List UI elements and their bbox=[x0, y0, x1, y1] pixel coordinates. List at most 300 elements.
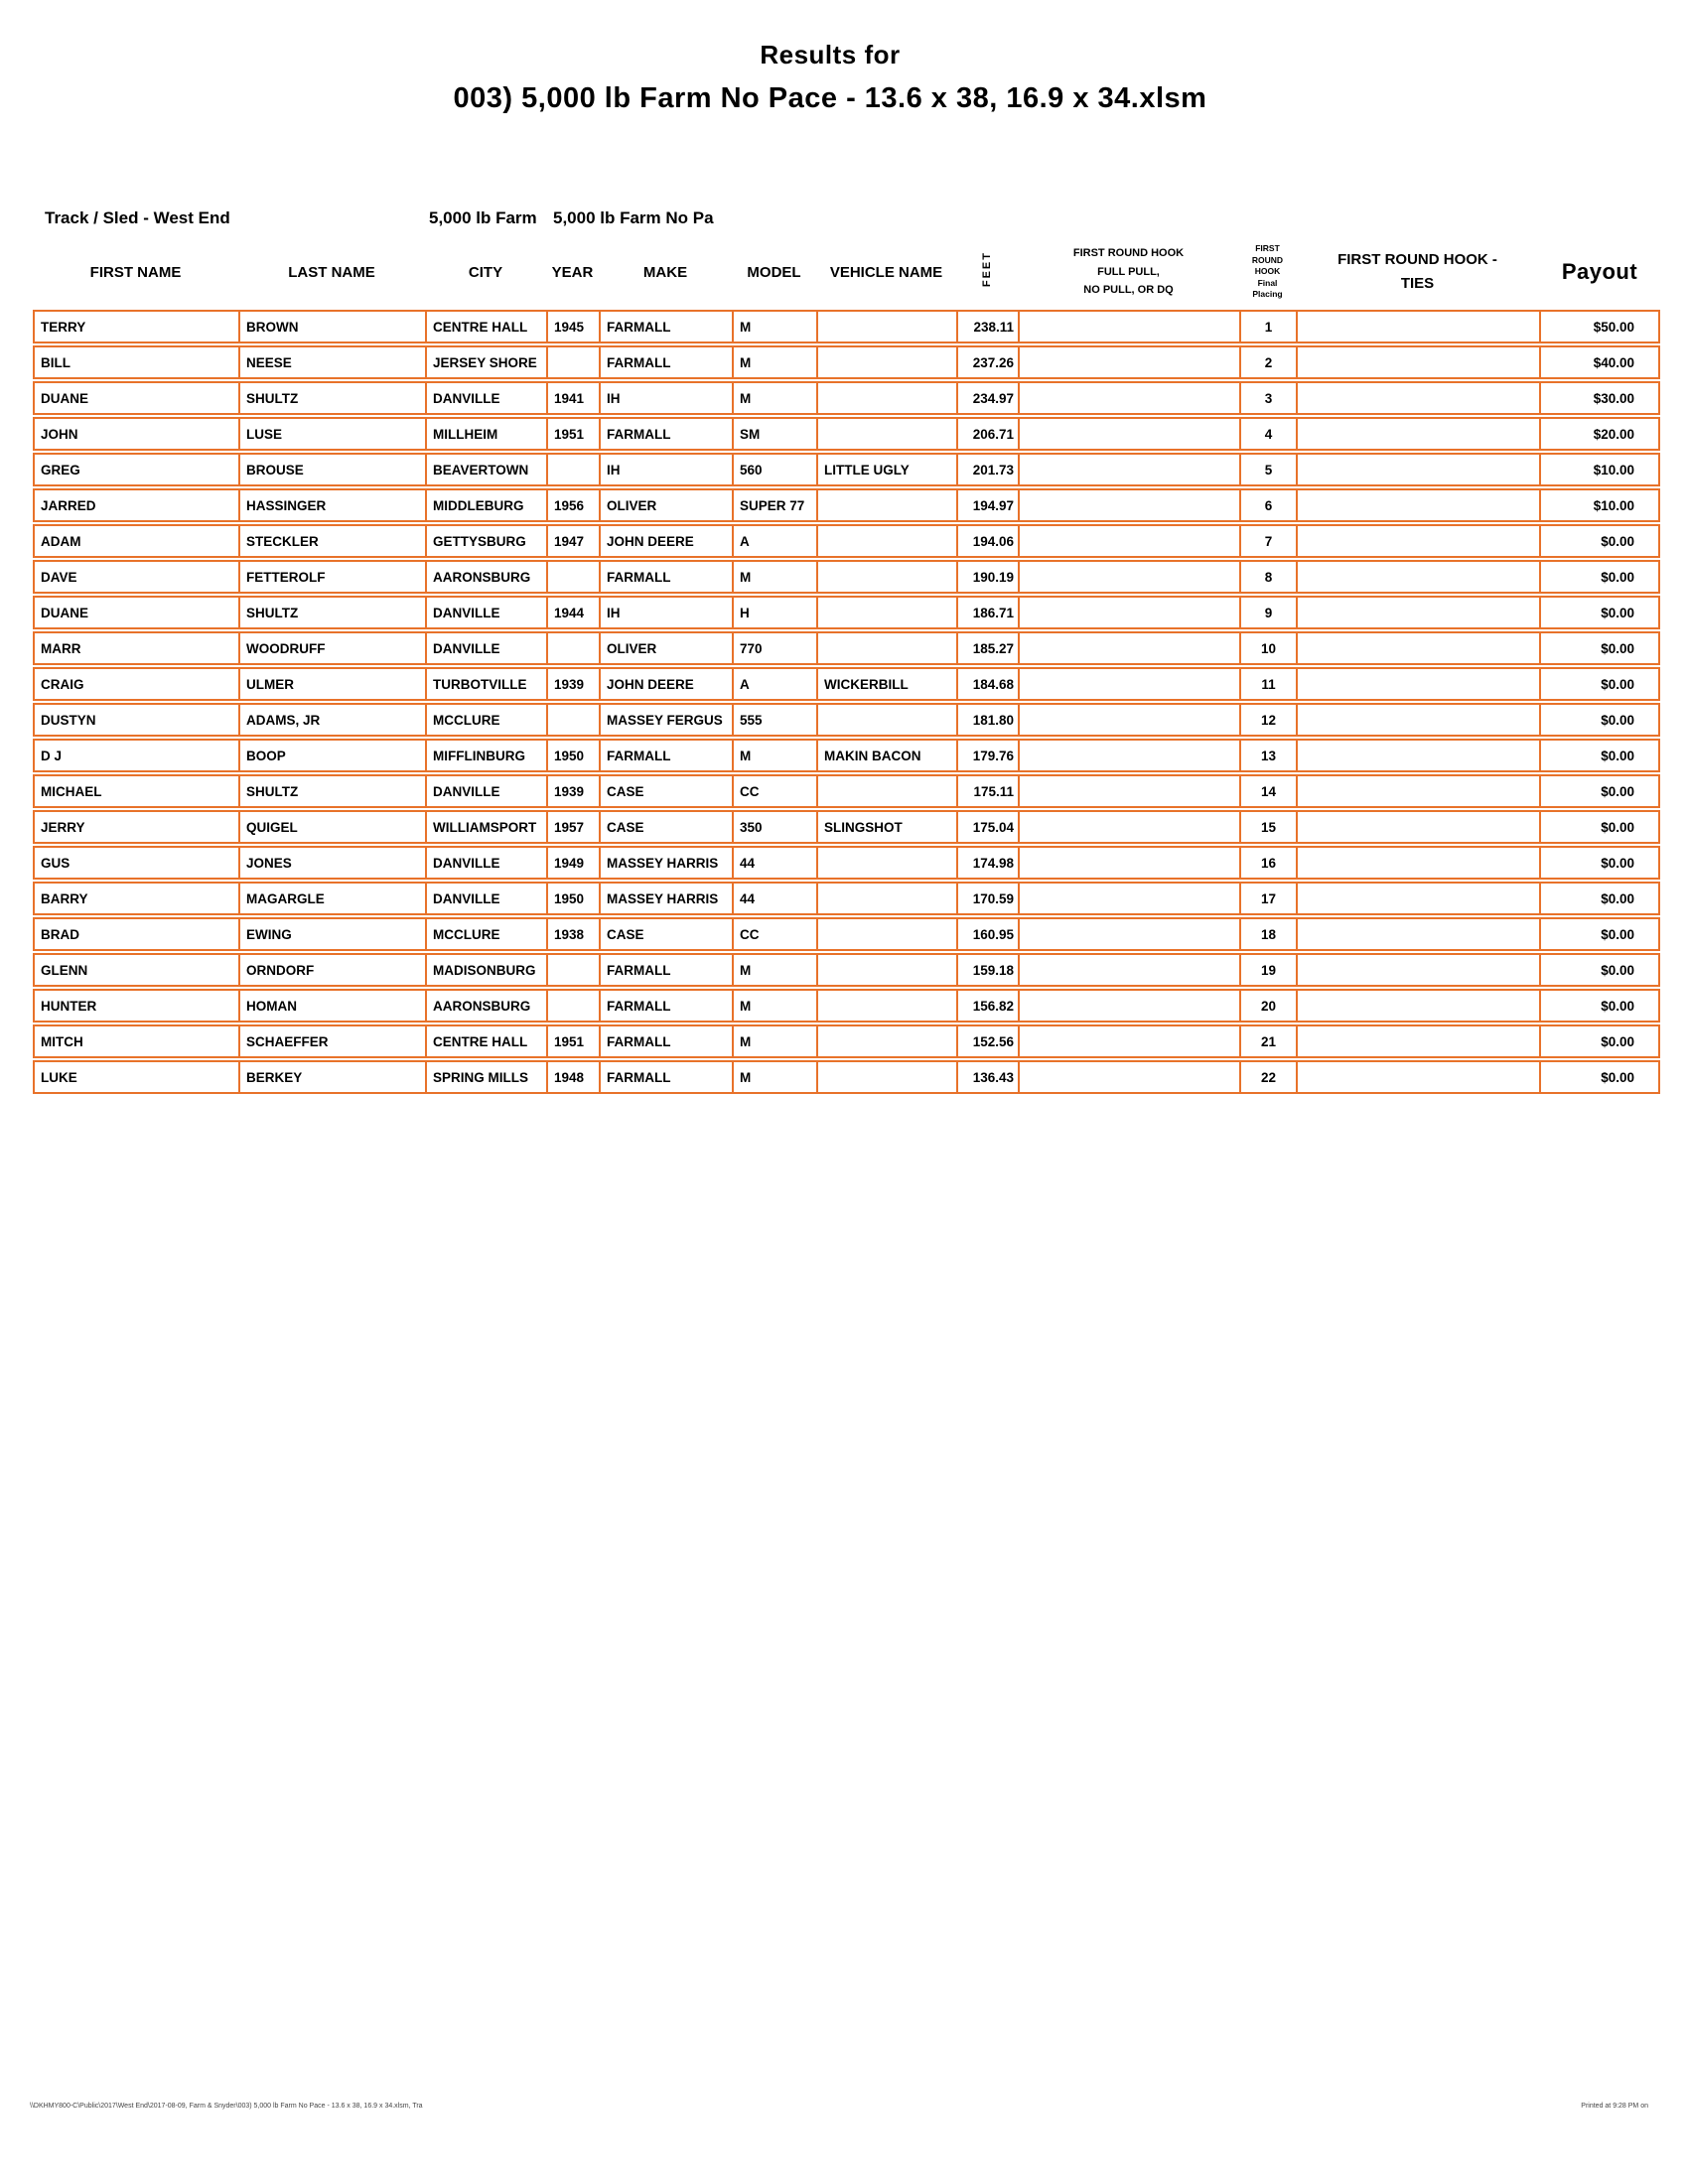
cell-hook-result bbox=[1018, 596, 1239, 629]
table-row bbox=[33, 739, 1660, 772]
cell-first-name: GREG bbox=[33, 453, 238, 486]
cell-first-name: CRAIG bbox=[33, 667, 238, 701]
cell-placing: 8 bbox=[1239, 560, 1296, 594]
cell-make: JOHN DEERE bbox=[599, 524, 732, 558]
cell-year: 1951 bbox=[546, 1024, 599, 1058]
cell-make: FARMALL bbox=[599, 1024, 732, 1058]
cell-placing: 15 bbox=[1239, 810, 1296, 844]
cell-vehicle-name: SLINGSHOT bbox=[816, 810, 956, 844]
table-row bbox=[33, 560, 1660, 594]
cell-first-name: GUS bbox=[33, 846, 238, 880]
cell-vehicle-name: MAKIN BACON bbox=[816, 739, 956, 772]
col-header-first-round-hook bbox=[1018, 236, 1239, 308]
cell-placing: 18 bbox=[1239, 917, 1296, 951]
cell-year: 1950 bbox=[546, 882, 599, 915]
cell-hook-result bbox=[1018, 882, 1239, 915]
cell-ties bbox=[1296, 1024, 1539, 1058]
cell-last-name: SHULTZ bbox=[238, 381, 425, 415]
cell-feet: 159.18 bbox=[956, 953, 1018, 987]
cell-placing: 3 bbox=[1239, 381, 1296, 415]
cell-first-name: TERRY bbox=[33, 310, 238, 343]
cell-make: CASE bbox=[599, 917, 732, 951]
cell-hook-result bbox=[1018, 1024, 1239, 1058]
cell-city: JERSEY SHORE bbox=[425, 345, 546, 379]
footer-file-path: \\DKHMY800-C\Public\2017\West End\2017-08-09, Farm & Snyder\003) 5,000 lb Farm No Pace - 13.6 x 38, 16.9 x 34.xlsm, Tra bbox=[30, 2103, 423, 2110]
cell-make: FARMALL bbox=[599, 739, 732, 772]
cell-last-name: HOMAN bbox=[238, 989, 425, 1023]
cell-year bbox=[546, 345, 599, 379]
cell-payout: $0.00 bbox=[1539, 631, 1660, 665]
cell-first-name: DUANE bbox=[33, 381, 238, 415]
cell-placing: 16 bbox=[1239, 846, 1296, 880]
cell-feet: 194.97 bbox=[956, 488, 1018, 522]
cell-ties bbox=[1296, 453, 1539, 486]
cell-model: 44 bbox=[732, 846, 816, 880]
cell-ties bbox=[1296, 1060, 1539, 1094]
cell-placing: 2 bbox=[1239, 345, 1296, 379]
cell-make: MASSEY HARRIS bbox=[599, 882, 732, 915]
table-row bbox=[33, 453, 1660, 486]
cell-make: OLIVER bbox=[599, 631, 732, 665]
table-row bbox=[33, 1024, 1660, 1058]
cell-payout: $10.00 bbox=[1539, 453, 1660, 486]
cell-ties bbox=[1296, 488, 1539, 522]
table-row bbox=[33, 882, 1660, 915]
cell-first-name: HUNTER bbox=[33, 989, 238, 1023]
cell-feet: 136.43 bbox=[956, 1060, 1018, 1094]
cell-payout: $0.00 bbox=[1539, 1060, 1660, 1094]
cell-feet: 184.68 bbox=[956, 667, 1018, 701]
cell-placing: 1 bbox=[1239, 310, 1296, 343]
cell-city: MADISONBURG bbox=[425, 953, 546, 987]
cell-make: FARMALL bbox=[599, 345, 732, 379]
cell-hook-result bbox=[1018, 739, 1239, 772]
cell-year: 1956 bbox=[546, 488, 599, 522]
col-header-final-placing bbox=[1239, 236, 1296, 308]
page-subtitle: 003) 5,000 lb Farm No Pace - 13.6 x 38, 16.9 x 34.xlsm bbox=[453, 82, 1207, 114]
cell-vehicle-name bbox=[816, 917, 956, 951]
table-row bbox=[33, 345, 1660, 379]
cell-model: M bbox=[732, 345, 816, 379]
cell-city: DANVILLE bbox=[425, 596, 546, 629]
cell-first-name: LUKE bbox=[33, 1060, 238, 1094]
cell-model: CC bbox=[732, 774, 816, 808]
cell-feet: 170.59 bbox=[956, 882, 1018, 915]
cell-model: 560 bbox=[732, 453, 816, 486]
cell-first-name: D J bbox=[33, 739, 238, 772]
cell-make: IH bbox=[599, 596, 732, 629]
cell-payout: $0.00 bbox=[1539, 774, 1660, 808]
page-title: Results for bbox=[760, 40, 901, 69]
cell-ties bbox=[1296, 739, 1539, 772]
cell-city: CENTRE HALL bbox=[425, 310, 546, 343]
cell-last-name: STECKLER bbox=[238, 524, 425, 558]
cell-hook-result bbox=[1018, 488, 1239, 522]
cell-make: JOHN DEERE bbox=[599, 667, 732, 701]
cell-year bbox=[546, 560, 599, 594]
cell-ties bbox=[1296, 524, 1539, 558]
cell-hook-result bbox=[1018, 917, 1239, 951]
table-row bbox=[33, 774, 1660, 808]
cell-last-name: BOOP bbox=[238, 739, 425, 772]
cell-make: FARMALL bbox=[599, 1060, 732, 1094]
cell-hook-result bbox=[1018, 846, 1239, 880]
cell-first-name: ADAM bbox=[33, 524, 238, 558]
cell-ties bbox=[1296, 953, 1539, 987]
cell-hook-result bbox=[1018, 417, 1239, 451]
col-header-make: MAKE bbox=[642, 263, 688, 281]
cell-vehicle-name bbox=[816, 381, 956, 415]
class-name-short: 5,000 lb Farm bbox=[429, 208, 537, 227]
cell-placing: 5 bbox=[1239, 453, 1296, 486]
cell-feet: 237.26 bbox=[956, 345, 1018, 379]
cell-city: MILLHEIM bbox=[425, 417, 546, 451]
cell-hook-result bbox=[1018, 345, 1239, 379]
cell-first-name: BILL bbox=[33, 345, 238, 379]
cell-year: 1950 bbox=[546, 739, 599, 772]
cell-payout: $20.00 bbox=[1539, 417, 1660, 451]
cell-model: M bbox=[732, 310, 816, 343]
cell-payout: $0.00 bbox=[1539, 989, 1660, 1023]
hook-header-line: FULL PULL, bbox=[1097, 265, 1160, 278]
cell-payout: $0.00 bbox=[1539, 667, 1660, 701]
cell-vehicle-name bbox=[816, 488, 956, 522]
cell-year: 1944 bbox=[546, 596, 599, 629]
placing-header-line: FIRST bbox=[1255, 243, 1280, 254]
cell-feet: 238.11 bbox=[956, 310, 1018, 343]
cell-feet: 160.95 bbox=[956, 917, 1018, 951]
table-row bbox=[33, 846, 1660, 880]
cell-last-name: BROWN bbox=[238, 310, 425, 343]
cell-year bbox=[546, 953, 599, 987]
cell-year: 1941 bbox=[546, 381, 599, 415]
page-title-block bbox=[0, 40, 1660, 115]
cell-placing: 21 bbox=[1239, 1024, 1296, 1058]
placing-header-line: ROUND bbox=[1251, 254, 1284, 265]
cell-payout: $40.00 bbox=[1539, 345, 1660, 379]
cell-hook-result bbox=[1018, 310, 1239, 343]
cell-ties bbox=[1296, 667, 1539, 701]
cell-make: FARMALL bbox=[599, 953, 732, 987]
placing-header-line: Final bbox=[1257, 277, 1278, 288]
cell-model: 770 bbox=[732, 631, 816, 665]
placing-header-line: HOOK bbox=[1254, 266, 1281, 277]
cell-model: M bbox=[732, 953, 816, 987]
feet-rotated-label: FEET bbox=[981, 251, 993, 288]
cell-hook-result bbox=[1018, 810, 1239, 844]
cell-model: SM bbox=[732, 417, 816, 451]
cell-city: TURBOTVILLE bbox=[425, 667, 546, 701]
cell-last-name: BERKEY bbox=[238, 1060, 425, 1094]
cell-placing: 4 bbox=[1239, 417, 1296, 451]
results-table-body bbox=[33, 310, 1660, 1094]
cell-feet: 156.82 bbox=[956, 989, 1018, 1023]
cell-hook-result bbox=[1018, 953, 1239, 987]
cell-first-name: BARRY bbox=[33, 882, 238, 915]
cell-vehicle-name bbox=[816, 345, 956, 379]
cell-payout: $0.00 bbox=[1539, 596, 1660, 629]
cell-last-name: BROUSE bbox=[238, 453, 425, 486]
cell-payout: $0.00 bbox=[1539, 917, 1660, 951]
cell-vehicle-name bbox=[816, 703, 956, 737]
cell-vehicle-name bbox=[816, 953, 956, 987]
cell-year: 1951 bbox=[546, 417, 599, 451]
table-row bbox=[33, 917, 1660, 951]
cell-vehicle-name bbox=[816, 882, 956, 915]
cell-payout: $50.00 bbox=[1539, 310, 1660, 343]
cell-first-name: DAVE bbox=[33, 560, 238, 594]
cell-last-name: QUIGEL bbox=[238, 810, 425, 844]
cell-first-name: BRAD bbox=[33, 917, 238, 951]
cell-make: CASE bbox=[599, 810, 732, 844]
table-row bbox=[33, 488, 1660, 522]
cell-year bbox=[546, 631, 599, 665]
cell-ties bbox=[1296, 917, 1539, 951]
cell-year: 1957 bbox=[546, 810, 599, 844]
cell-placing: 14 bbox=[1239, 774, 1296, 808]
header-row bbox=[33, 236, 1660, 308]
cell-vehicle-name: WICKERBILL bbox=[816, 667, 956, 701]
cell-payout: $0.00 bbox=[1539, 810, 1660, 844]
track-sled-label: Track / Sled - West End bbox=[45, 208, 230, 227]
cell-city: MCCLURE bbox=[425, 703, 546, 737]
cell-payout: $10.00 bbox=[1539, 488, 1660, 522]
cell-ties bbox=[1296, 810, 1539, 844]
results-table bbox=[33, 234, 1660, 1096]
cell-make: IH bbox=[599, 381, 732, 415]
col-header-year: YEAR bbox=[551, 263, 594, 281]
cell-feet: 201.73 bbox=[956, 453, 1018, 486]
cell-make: OLIVER bbox=[599, 488, 732, 522]
table-row bbox=[33, 667, 1660, 701]
cell-hook-result bbox=[1018, 1060, 1239, 1094]
table-row bbox=[33, 989, 1660, 1023]
col-header-ties bbox=[1296, 236, 1539, 308]
cell-model: H bbox=[732, 596, 816, 629]
cell-year: 1945 bbox=[546, 310, 599, 343]
cell-vehicle-name bbox=[816, 560, 956, 594]
cell-ties bbox=[1296, 560, 1539, 594]
cell-city: DANVILLE bbox=[425, 381, 546, 415]
cell-city: DANVILLE bbox=[425, 882, 546, 915]
cell-first-name: DUSTYN bbox=[33, 703, 238, 737]
cell-placing: 22 bbox=[1239, 1060, 1296, 1094]
cell-feet: 152.56 bbox=[956, 1024, 1018, 1058]
ties-header-line: FIRST ROUND HOOK - bbox=[1337, 251, 1497, 268]
cell-make: FARMALL bbox=[599, 989, 732, 1023]
col-header-last-name: LAST NAME bbox=[288, 263, 375, 281]
table-row bbox=[33, 1060, 1660, 1094]
cell-payout: $0.00 bbox=[1539, 882, 1660, 915]
cell-year: 1949 bbox=[546, 846, 599, 880]
cell-year bbox=[546, 703, 599, 737]
cell-city: AARONSBURG bbox=[425, 989, 546, 1023]
cell-feet: 181.80 bbox=[956, 703, 1018, 737]
cell-ties bbox=[1296, 774, 1539, 808]
cell-payout: $0.00 bbox=[1539, 560, 1660, 594]
cell-payout: $0.00 bbox=[1539, 703, 1660, 737]
cell-make: MASSEY FERGUS bbox=[599, 703, 732, 737]
cell-payout: $0.00 bbox=[1539, 953, 1660, 987]
table-row bbox=[33, 703, 1660, 737]
cell-model: 555 bbox=[732, 703, 816, 737]
cell-vehicle-name bbox=[816, 631, 956, 665]
cell-make: IH bbox=[599, 453, 732, 486]
footer-printed-at: Printed at 9:28 PM on bbox=[1581, 2103, 1648, 2110]
cell-model: M bbox=[732, 989, 816, 1023]
table-row bbox=[33, 810, 1660, 844]
class-name-full: 5,000 lb Farm No Pа bbox=[553, 208, 714, 227]
cell-payout: $0.00 bbox=[1539, 1024, 1660, 1058]
cell-year: 1947 bbox=[546, 524, 599, 558]
cell-make: CASE bbox=[599, 774, 732, 808]
cell-hook-result bbox=[1018, 524, 1239, 558]
table-row bbox=[33, 524, 1660, 558]
col-header-city: CITY bbox=[468, 263, 503, 281]
cell-last-name: SHULTZ bbox=[238, 774, 425, 808]
cell-city: AARONSBURG bbox=[425, 560, 546, 594]
cell-ties bbox=[1296, 310, 1539, 343]
table-row bbox=[33, 310, 1660, 343]
cell-city: SPRING MILLS bbox=[425, 1060, 546, 1094]
cell-first-name: MITCH bbox=[33, 1024, 238, 1058]
cell-model: M bbox=[732, 739, 816, 772]
cell-placing: 17 bbox=[1239, 882, 1296, 915]
cell-vehicle-name bbox=[816, 1024, 956, 1058]
cell-vehicle-name: LITTLE UGLY bbox=[816, 453, 956, 486]
cell-vehicle-name bbox=[816, 310, 956, 343]
cell-vehicle-name bbox=[816, 1060, 956, 1094]
cell-payout: $0.00 bbox=[1539, 739, 1660, 772]
cell-last-name: JONES bbox=[238, 846, 425, 880]
cell-feet: 186.71 bbox=[956, 596, 1018, 629]
cell-feet: 206.71 bbox=[956, 417, 1018, 451]
cell-first-name: MARR bbox=[33, 631, 238, 665]
table-row bbox=[33, 631, 1660, 665]
cell-placing: 13 bbox=[1239, 739, 1296, 772]
table-row bbox=[33, 381, 1660, 415]
col-header-first-name: FIRST NAME bbox=[89, 263, 182, 281]
table-row bbox=[33, 417, 1660, 451]
cell-feet: 234.97 bbox=[956, 381, 1018, 415]
cell-placing: 10 bbox=[1239, 631, 1296, 665]
cell-feet: 175.11 bbox=[956, 774, 1018, 808]
cell-vehicle-name bbox=[816, 774, 956, 808]
cell-last-name: ULMER bbox=[238, 667, 425, 701]
cell-year bbox=[546, 989, 599, 1023]
cell-payout: $0.00 bbox=[1539, 846, 1660, 880]
cell-ties bbox=[1296, 703, 1539, 737]
cell-vehicle-name bbox=[816, 596, 956, 629]
cell-model: M bbox=[732, 560, 816, 594]
cell-hook-result bbox=[1018, 989, 1239, 1023]
cell-make: MASSEY HARRIS bbox=[599, 846, 732, 880]
cell-model: A bbox=[732, 524, 816, 558]
cell-placing: 19 bbox=[1239, 953, 1296, 987]
cell-hook-result bbox=[1018, 381, 1239, 415]
cell-model: M bbox=[732, 1060, 816, 1094]
cell-last-name: LUSE bbox=[238, 417, 425, 451]
cell-placing: 7 bbox=[1239, 524, 1296, 558]
cell-make: FARMALL bbox=[599, 417, 732, 451]
cell-year: 1939 bbox=[546, 667, 599, 701]
cell-year bbox=[546, 453, 599, 486]
cell-city: MIFFLINBURG bbox=[425, 739, 546, 772]
cell-city: DANVILLE bbox=[425, 631, 546, 665]
cell-city: MIDDLEBURG bbox=[425, 488, 546, 522]
cell-ties bbox=[1296, 345, 1539, 379]
cell-hook-result bbox=[1018, 560, 1239, 594]
cell-make: FARMALL bbox=[599, 560, 732, 594]
cell-vehicle-name bbox=[816, 524, 956, 558]
cell-ties bbox=[1296, 989, 1539, 1023]
cell-placing: 20 bbox=[1239, 989, 1296, 1023]
cell-vehicle-name bbox=[816, 417, 956, 451]
cell-ties bbox=[1296, 846, 1539, 880]
cell-feet: 175.04 bbox=[956, 810, 1018, 844]
cell-last-name: ADAMS, JR bbox=[238, 703, 425, 737]
cell-ties bbox=[1296, 417, 1539, 451]
cell-placing: 9 bbox=[1239, 596, 1296, 629]
cell-hook-result bbox=[1018, 453, 1239, 486]
col-header-payout: Payout bbox=[1561, 259, 1638, 284]
cell-vehicle-name bbox=[816, 846, 956, 880]
table-row bbox=[33, 953, 1660, 987]
cell-last-name: SHULTZ bbox=[238, 596, 425, 629]
cell-model: 44 bbox=[732, 882, 816, 915]
cell-city: WILLIAMSPORT bbox=[425, 810, 546, 844]
col-header-model: MODEL bbox=[747, 263, 801, 281]
cell-ties bbox=[1296, 882, 1539, 915]
cell-make: FARMALL bbox=[599, 310, 732, 343]
hook-header-line: FIRST ROUND HOOK bbox=[1072, 246, 1185, 259]
cell-last-name: FETTEROLF bbox=[238, 560, 425, 594]
cell-ties bbox=[1296, 381, 1539, 415]
cell-model: M bbox=[732, 1024, 816, 1058]
cell-city: BEAVERTOWN bbox=[425, 453, 546, 486]
cell-model: SUPER 77 bbox=[732, 488, 816, 522]
cell-feet: 179.76 bbox=[956, 739, 1018, 772]
cell-city: CENTRE HALL bbox=[425, 1024, 546, 1058]
cell-hook-result bbox=[1018, 774, 1239, 808]
cell-city: DANVILLE bbox=[425, 774, 546, 808]
cell-hook-result bbox=[1018, 703, 1239, 737]
cell-last-name: ORNDORF bbox=[238, 953, 425, 987]
cell-first-name: MICHAEL bbox=[33, 774, 238, 808]
cell-year: 1939 bbox=[546, 774, 599, 808]
cell-vehicle-name bbox=[816, 989, 956, 1023]
cell-city: DANVILLE bbox=[425, 846, 546, 880]
cell-first-name: DUANE bbox=[33, 596, 238, 629]
cell-placing: 12 bbox=[1239, 703, 1296, 737]
cell-first-name: JARRED bbox=[33, 488, 238, 522]
cell-last-name: SCHAEFFER bbox=[238, 1024, 425, 1058]
cell-year: 1948 bbox=[546, 1060, 599, 1094]
cell-first-name: JERRY bbox=[33, 810, 238, 844]
cell-first-name: GLENN bbox=[33, 953, 238, 987]
col-header-vehicle-name: VEHICLE NAME bbox=[829, 263, 943, 281]
hook-header-line: NO PULL, OR DQ bbox=[1083, 284, 1174, 297]
cell-hook-result bbox=[1018, 631, 1239, 665]
cell-payout: $30.00 bbox=[1539, 381, 1660, 415]
cell-first-name: JOHN bbox=[33, 417, 238, 451]
placing-header-line: Placing bbox=[1252, 289, 1283, 300]
col-header-feet bbox=[956, 236, 1018, 308]
cell-year: 1938 bbox=[546, 917, 599, 951]
cell-feet: 185.27 bbox=[956, 631, 1018, 665]
cell-last-name: HASSINGER bbox=[238, 488, 425, 522]
ties-header-line: TIES bbox=[1400, 275, 1435, 292]
